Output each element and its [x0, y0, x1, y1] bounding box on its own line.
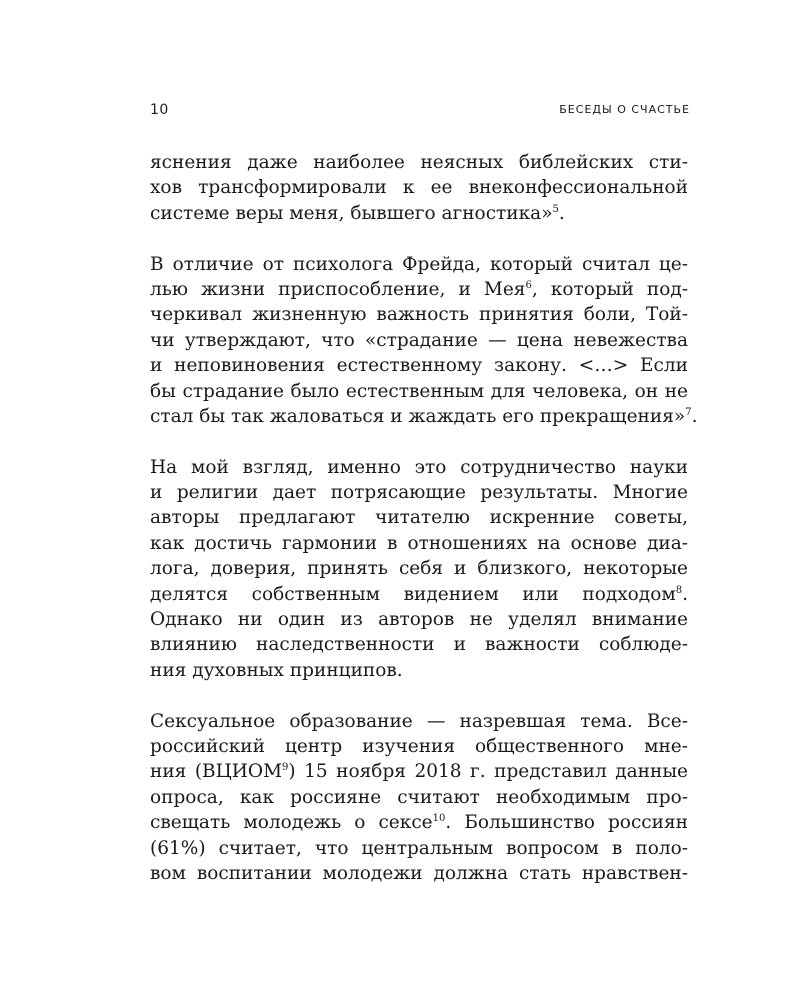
text-line: хов трансформировали к ее внеконфессиональной [150, 177, 688, 199]
text-line: (61%) считает, что центральным вопросом в поло- [150, 837, 688, 859]
paragraph-4 [150, 709, 688, 887]
text-line: лью жизни приспособление, и Мея$^6$, который под- [150, 278, 688, 300]
footnote-ref: 8 [675, 584, 683, 596]
paragraph-3 [150, 455, 688, 684]
paragraph-1 [150, 150, 688, 226]
text-line: яснения даже наиболее неясных библейских сти- [150, 152, 688, 173]
paragraph-2 [150, 252, 698, 430]
text-line: делятся собственным видением или подходом$^8$. [150, 583, 688, 605]
text-line: В отличие от психолога Фрейда, который считал це- [150, 253, 688, 275]
footnote-ref: 10 [432, 813, 446, 825]
text-line: Однако ни один из авторов не уделял внимание [150, 609, 688, 631]
text-line: ния (ВЦИОМ$^9$) 15 ноября 2018 г. представил данные [150, 761, 689, 783]
text-line: лога, доверия, принять себя и близкого, некоторые [150, 558, 688, 580]
text-line: черкивал жизненную важность принятия боли, Той- [150, 304, 688, 326]
text-line: На мой взгляд, именно это сотрудничество науки [150, 456, 688, 478]
text-line: системе веры меня, бывшего агностика»$^5$. [150, 202, 565, 224]
text-line: опроса, как россияне считают необходимым про- [150, 786, 688, 808]
text-line: российский центр изучения общественного мне- [150, 735, 688, 757]
text-line: и неповиновения естественному закону. <…> Если [150, 355, 688, 377]
text-line: ния духовных принципов. [150, 659, 403, 681]
footnote-ref: 7 [685, 406, 692, 418]
text-line: как достичь гармонии в отношениях на основе диа- [150, 532, 688, 554]
text-line: влиянию наследственности и важности соблюде- [150, 634, 688, 656]
text-line: авторы предлагают читателю искренние советы, [150, 507, 688, 529]
page-number: 10 [150, 102, 169, 118]
text-line: Сексуальное образование — назревшая тема. Все- [150, 710, 688, 732]
text-line: вом воспитании молодежи должна стать нравствен- [150, 862, 688, 884]
footnote-ref: 5 [552, 203, 559, 215]
text-line: свещать молодежь о сексе$^{10}$. Большинство россиян [150, 812, 688, 834]
body-text [150, 150, 698, 886]
text-line: бы страдание было естественным для человека, он не [150, 380, 688, 402]
text-line: чи утверждают, что «страдание — цена невежества [150, 329, 688, 351]
footnote-ref: 9 [282, 762, 289, 774]
page-header [150, 102, 690, 122]
text-line: и религии дает потрясающие результаты. Многие [150, 482, 688, 504]
footnote-ref: 6 [525, 279, 532, 291]
running-title: БЕСЕДЫ О СЧАСТЬЕ [559, 103, 690, 116]
text-line: стал бы так жаловаться и жаждать его прекращения»$^7$. [150, 405, 698, 427]
